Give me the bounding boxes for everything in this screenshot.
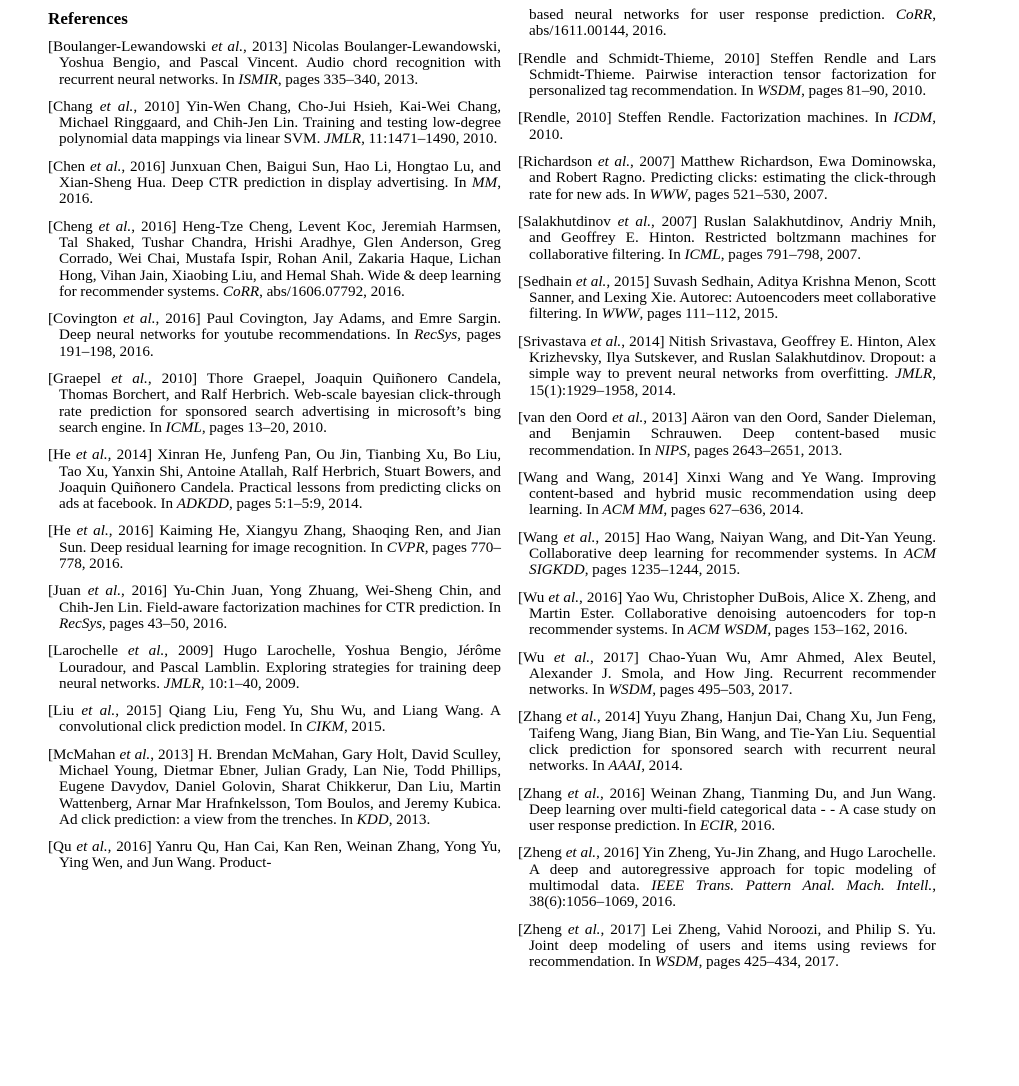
ref-italic-text: et al. [563,528,596,546]
ref-italic-text: et al. [553,648,591,666]
references-list-right [518,7,936,971]
ref-italic-text: RecSys [414,326,458,344]
ref-text: , 2010] Yin-Wen Chang, Cho-Jui Hsieh, Kai-Wei Chang, Michael Ringgaard, and Chih-Jen Lin. Training and testing low-degree polynomial data mappings via linear SVM. [59,97,501,148]
ref-text: [Richardson [518,153,598,171]
ref-text: , pages 153–162, 2016. [767,621,908,639]
reference-wang-2015 [518,530,936,579]
ref-italic-text: WWW [649,185,688,203]
ref-italic-text: ACM MM [602,501,664,519]
ref-italic-text: et al. [81,702,116,720]
ref-italic-text: IEEE Trans. Pattern Anal. Mach. Intell. [651,877,933,895]
ref-text: [Wang [518,528,564,546]
ref-italic-text: et al. [87,582,122,600]
reference-zheng-2017 [518,922,936,971]
ref-text: [He [48,522,77,540]
ref-text: , abs/1611.00144, 2016. [529,6,936,40]
ref-text: [Zheng [518,844,566,862]
ref-italic-text: et al. [123,310,156,328]
ref-italic-text: CoRR [895,6,933,23]
ref-italic-text: et al. [567,920,601,938]
reference-zhang-2016 [518,786,936,835]
ref-italic-text: AAAI [608,757,642,775]
ref-italic-text: MM [471,174,498,192]
ref-text: [Rendle and Schmidt-Thieme, 2010] Steffen Rendle and Lars Schmidt-Thieme. Pairwise interaction tensor factorization for personalized tag recommendation. In [518,49,936,100]
ref-text: , 2017] Lei Zheng, Vahid Noroozi, and Philip S. Yu. Joint deep modeling of users and items using reviews for recommendation. In [529,920,936,971]
ref-italic-text: et al. [98,217,132,235]
ref-text: , 2016. [59,174,501,208]
reference-zheng-2016 [518,845,936,910]
ref-italic-text: JMLR [323,130,362,148]
ref-text: [Zhang [518,784,568,802]
ref-italic-text: et al. [597,153,631,171]
ref-italic-text: et al. [612,408,644,426]
ref-text: , 2015] Qiang Liu, Feng Yu, Shu Wu, and Liang Wang. A convolutional click prediction model. In [59,702,502,736]
ref-italic-text: KDD [356,810,389,828]
ref-italic-text: WWW [601,305,640,323]
ref-text: [Zheng [518,920,568,938]
ref-text: , pages 5:1–5:9, 2014. [229,495,363,513]
ref-italic-text: et al. [76,522,109,540]
ref-text: , pages 81–90, 2010. [801,82,927,100]
ref-text: , 2014. [641,757,683,775]
reference-cheng-2016 [48,219,501,300]
reference-graepel-2010 [48,371,501,436]
ref-text: , 38(6):1056–1069, 2016. [529,877,936,911]
ref-italic-text: et al. [119,745,151,763]
ref-text: , abs/1606.07792, 2016. [259,282,405,300]
ref-italic-text: CIKM [306,718,344,736]
ref-text: [Larochelle [48,642,128,660]
ref-italic-text: ICML [165,418,202,436]
ref-text: [Liu [48,702,82,720]
ref-italic-text: NIPS [654,441,687,459]
ref-italic-text: et al. [566,708,597,726]
ref-text: [Covington [48,310,124,328]
reference-srivastava-2014 [518,334,936,399]
ref-text: , 2014] Nitish Srivastava, Geoffrey E. Hinton, Alex Krizhevsky, Ilya Sutskever, and Ruslan Salakhutdinov. Dropout: a simple way to prevent neural networks from overfitting. [529,332,936,383]
reference-qu-2016-part2 [518,7,936,40]
ref-italic-text: et al. [76,838,108,856]
ref-text: , pages 335–340, 2013. [277,70,419,88]
references-list-left [48,39,501,872]
references-heading: References [48,9,128,28]
ref-italic-text: ICML [684,245,721,263]
ref-text: [Boulanger-Lewandowski [48,38,212,55]
ref-text: , 2015] Suvash Sedhain, Aditya Krishna Menon, Scott Sanner, and Lexing Xie. Autorec: Autoencoders meet collaborative filtering. In [529,272,936,323]
reference-van-den-oord-2013 [518,410,936,459]
reference-salakhutdinov-2007 [518,214,936,263]
ref-text: , 2016] Yu-Chin Juan, Yong Zhuang, Wei-Sheng Chin, and Chih-Jen Lin. Field-aware factorization machines for CTR prediction. In [59,582,502,616]
ref-italic-text: ACM SIGKDD [529,545,936,579]
ref-text: , 2016] Paul Covington, Jay Adams, and Emre Sargin. Deep neural networks for youtube recommendations. In [59,310,502,344]
ref-italic-text: CoRR [222,282,260,300]
ref-text: , pages 425–434, 2017. [698,953,839,971]
ref-italic-text: et al. [211,38,244,55]
ref-italic-text: ISMIR [238,70,278,88]
reference-he-2016 [48,523,501,572]
ref-text: , 2017] Chao-Yuan Wu, Amr Ahmed, Alex Beutel, Alexander J. Smola, and How Jing. Recurrent recommender networks. In [529,648,936,699]
ref-text: , 15(1):1929–1958, 2014. [529,365,936,399]
reference-sedhain-2015 [518,274,936,323]
reference-covington-2016 [48,311,501,360]
ref-text: , 2010. [529,109,936,143]
ref-italic-text: et al. [548,588,580,606]
reference-wang-and-wang-2014 [518,470,936,519]
ref-italic-text: et al. [590,332,622,350]
references-column-left [48,4,501,883]
reference-chang-2010 [48,99,501,148]
ref-text: , 11:1471–1490, 2010. [361,130,498,148]
ref-text: , pages 13–20, 2010. [201,418,327,436]
ref-text: , 2016] Weinan Zhang, Tianming Du, and Jun Wang. Deep learning over multi-field categorical data - - A case study on user response prediction. In [529,784,936,835]
ref-italic-text: JMLR [163,674,201,692]
ref-italic-text: et al. [565,844,597,862]
reference-chen-2016 [48,159,501,208]
ref-text: , 2014] Xinran He, Junfeng Pan, Ou Jin, Tianbing Xu, Bo Liu, Tao Xu, Yanxin Shi, Antoine Atallah, Ralf Herbrich, Stuart Bowers, and Joaquin Quiñonero Candela. Practical lessons from predicting clicks on ads at facebook. In [59,446,501,513]
reference-wu-2016 [518,590,936,639]
ref-text: , 10:1–40, 2009. [200,674,300,692]
ref-text: , pages 521–530, 2007. [687,185,828,203]
ref-text: , 2015. [343,718,386,736]
ref-text: [Rendle, 2010] Steffen Rendle. Factorization machines. In [518,109,894,127]
reference-rendle-2010 [518,110,936,143]
ref-text: , 2016] Yanru Qu, Han Cai, Kan Ren, Weinan Zhang, Yong Yu, Ying Wen, and Jun Wang. Product- [59,838,502,872]
ref-italic-text: et al. [127,642,165,660]
ref-text: , pages 495–503, 2017. [652,681,793,699]
ref-text: [Chang [48,97,100,115]
ref-text: [van den Oord [518,408,613,426]
ref-text: , 2013. [388,810,431,828]
ref-text: , 2014] Yuyu Zhang, Hanjun Dai, Chang Xu, Jun Feng, Taifeng Wang, Jiang Bian, Bin Wang, and Tie-Yan Liu. Sequential click prediction for sponsored search with recurrent neural networks. In [529,708,936,775]
ref-text: [Chen [48,157,90,175]
ref-italic-text: et al. [617,212,652,230]
ref-text: , 2013] Aäron van den Oord, Sander Dieleman, and Benjamin Schrauwen. Deep content-based music recommendation. In [529,408,936,459]
ref-italic-text: WSDM [608,681,653,699]
ref-italic-text: WSDM [654,953,699,971]
ref-text: , 2010] Thore Graepel, Joaquin Quiñonero Candela, Thomas Borchert, and Ralf Herbrich. Web-scale bayesian click-through rate prediction for sponsored search advertising in microsoft’s bing search engine. In [59,370,502,436]
ref-text: , 2016] Heng-Tze Cheng, Levent Koc, Jeremiah Harmsen, Tal Shaked, Tushar Chandra, Hrishi Aradhye, Glen Anderson, Greg Corrado, Wei Chai, Mustafa Ispir, Rohan Anil, Zakaria Haque, Lichan Hong, Vihan Jain, Xiaobing Liu, and Hemal Shah. Wide & deep learning for recommender systems. [59,217,501,300]
ref-italic-text: et al. [99,97,134,115]
ref-italic-text: ADKDD [176,495,230,513]
reference-mcmahan-2013 [48,747,501,828]
reference-larochelle-2009 [48,643,501,692]
ref-italic-text: CVPR [386,538,425,556]
ref-text: [Sedhain [518,272,576,290]
ref-text: , 2007] Matthew Richardson, Ewa Dominowska, and Robert Ragno. Predicting clicks: estimating the click-through rate for new ads. In [529,153,937,203]
ref-text: , pages 43–50, 2016. [102,614,228,632]
ref-italic-text: WSDM [757,82,802,100]
reference-juan-2016 [48,583,501,632]
ref-text: , 2016] Yao Wu, Christopher DuBois, Alice X. Zheng, and Martin Ester. Collaborative denoising autoencoders for top-n recommender systems. In [529,588,936,639]
ref-text: , 2016] Kaiming He, Xiangyu Zhang, Shaoqing Ren, and Jian Sun. Deep residual learning for image recognition. In [59,522,502,556]
reference-zhang-2014 [518,709,936,774]
reference-he-2014 [48,447,501,512]
reference-boulanger-lewandowski-2013 [48,39,501,88]
ref-text: , 2007] Ruslan Salakhutdinov, Andriy Mnih, and Geoffrey E. Hinton. Restricted boltzmann machines for collaborative filtering. In [529,212,936,263]
ref-text: , 2016] Yin Zheng, Yu-Jin Zhang, and Hugo Larochelle. A deep and autoregressive approach for topic modeling of multimodal data. [529,844,936,895]
reference-wu-2017 [518,650,936,699]
reference-liu-2015 [48,703,501,736]
ref-italic-text: et al. [575,272,607,290]
ref-text: [Wu [518,648,554,666]
ref-text: , 2015] Hao Wang, Naiyan Wang, and Dit-Yan Yeung. Collaborative deep learning for recommender systems. In [529,528,937,563]
ref-text: , pages 191–198, 2016. [59,326,501,360]
ref-text: , pages 791–798, 2007. [720,245,862,263]
ref-text: , 2016. [733,817,776,835]
ref-text: [Salakhutdinov [518,212,618,230]
ref-text: [Zhang [518,708,567,726]
reference-rendle-schmidt-thieme-2010 [518,51,936,100]
ref-text: [McMahan [48,745,120,763]
reference-qu-2016-part1 [48,839,501,872]
ref-italic-text: et al. [75,446,108,464]
ref-italic-text: ICDM [893,109,933,127]
ref-text: [Juan [48,582,88,600]
ref-text: [Srivastava [518,332,591,350]
ref-text: , 2013] Nicolas Boulanger-Lewandowski, Yoshua Bengio, and Pascal Vincent. Audio chord recognition with recurrent neural networks. In [59,38,501,88]
reference-richardson-2007 [518,154,936,203]
references-column-right [518,4,936,982]
ref-text: [He [48,446,76,464]
ref-text: , 2016] Junxuan Chen, Baigui Sun, Hao Li, Hongtao Lu, and Xian-Sheng Hua. Deep CTR prediction in display advertising. In [59,157,501,192]
ref-text: , pages 111–112, 2015. [639,305,779,323]
ref-text: , pages 627–636, 2014. [663,501,804,519]
ref-italic-text: JMLR [895,365,933,383]
ref-italic-text: ECIR [699,817,734,835]
ref-text: , 2013] H. Brendan McMahan, Gary Holt, David Sculley, Michael Young, Dietmar Ebner, Julian Grady, Lan Nie, Todd Phillips, Eugene Davydov, Daniel Golovin, Sharat Chikkerur, Dan Liu, Martin Wattenberg, Arnar Mar Hrafnkelsson, Tom Boulos, and Jeremy Kubica. Ad click prediction: a view from the trenches. In [59,745,501,828]
ref-text: , 2009] Hugo Larochelle, Yoshua Bengio, Jérôme Louradour, and Pascal Lamblin. Exploring strategies for training deep neural networks. [59,642,501,692]
ref-text: , pages 770–778, 2016. [59,538,501,573]
ref-text: [Graepel [48,370,112,388]
ref-text: [Wu [518,588,549,606]
ref-italic-text: et al. [567,784,600,802]
ref-italic-text: RecSys [59,614,103,632]
ref-text: [Wang and Wang, 2014] Xinxi Wang and Ye Wang. Improving content-based and hybrid music recommendation using deep learning. In [518,468,936,519]
ref-text: based neural networks for user response prediction. [529,6,896,23]
ref-text: , pages 2643–2651, 2013. [686,441,843,459]
ref-text: , pages 1235–1244, 2015. [584,561,741,579]
ref-italic-text: et al. [89,157,122,175]
ref-text: [Qu [48,838,77,856]
ref-italic-text: ACM WSDM [687,621,768,639]
ref-text: [Cheng [48,217,99,235]
ref-italic-text: et al. [111,370,148,388]
